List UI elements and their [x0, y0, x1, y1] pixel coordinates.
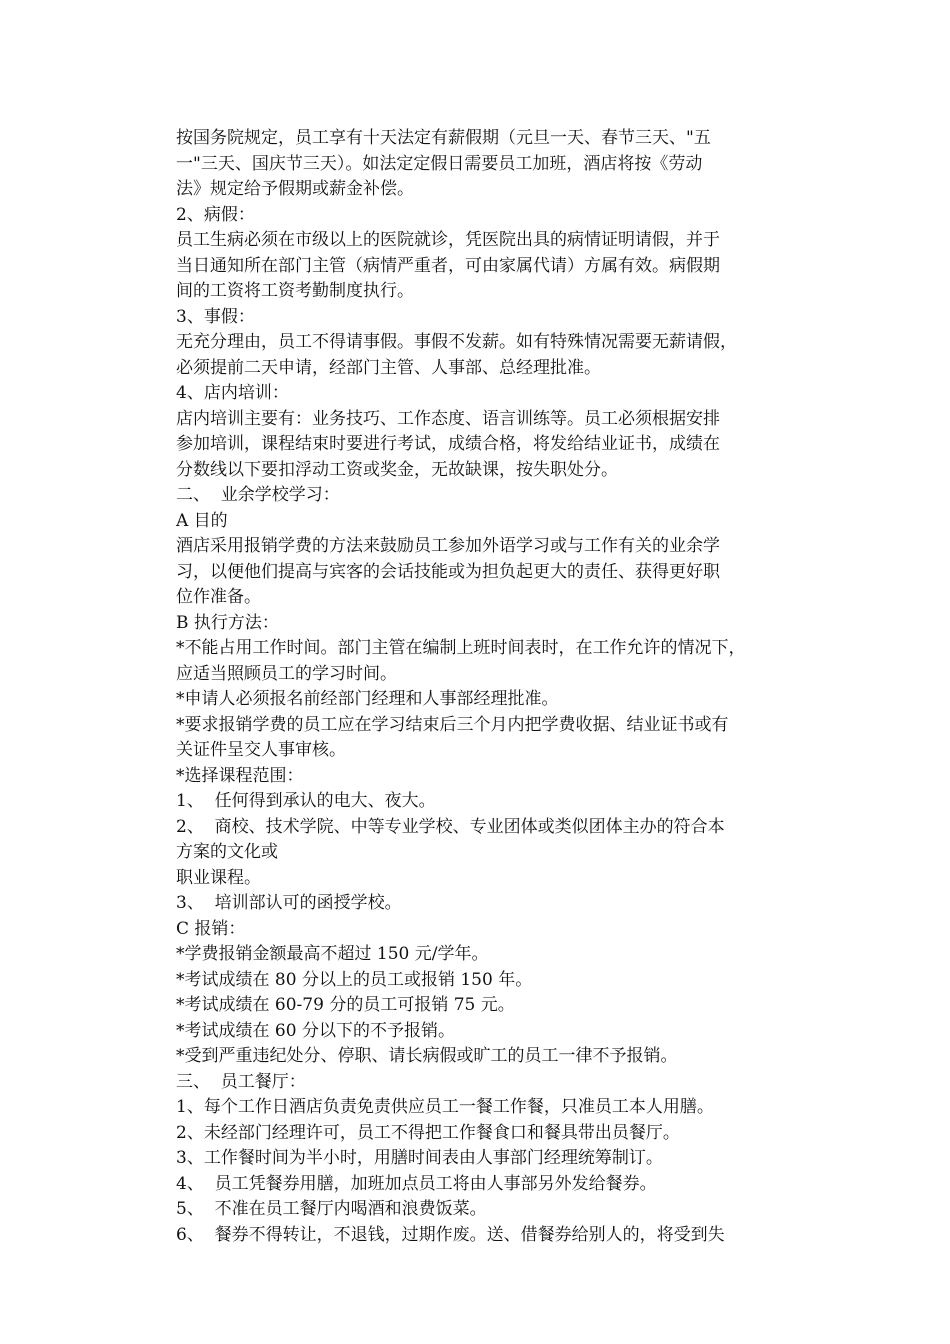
- text-line: 6、 餐券不得转让，不退钱，过期作废。送、借餐券给别人的，将受到失: [176, 1224, 725, 1245]
- text-line: 3、 培训部认可的函授学校。: [176, 893, 402, 913]
- text-line: C 报销：: [176, 918, 246, 939]
- document-body: [176, 126, 816, 1248]
- text-line: 1、 任何得到承认的电大、夜大。: [176, 791, 436, 811]
- text-line: 必须提前二天申请，经部门主管、人事部、总经理批准。: [176, 357, 601, 378]
- text-line: *选择课程范围：: [176, 765, 304, 786]
- text-line: 无充分理由，员工不得请事假。事假不发薪。如有特殊情况需要无薪请假，: [176, 332, 737, 352]
- text-line: 三、 员工餐厅：: [176, 1071, 306, 1092]
- text-line: 2、未经部门经理许可，员工不得把工作餐食口和餐具带出员餐厅。: [176, 1122, 680, 1143]
- text-line: *学费报销金额最高不超过 150 元/学年。: [176, 944, 489, 964]
- text-line: 员工生病必须在市级以上的医院就诊，凭医院出具的病情证明请假，并于: [176, 230, 720, 250]
- text-line: 应适当照顾员工的学习时间。: [176, 663, 397, 684]
- text-line: 4、店内培训：: [176, 383, 289, 403]
- text-line: *不能占用工作时间。部门主管在编制上班时间表时，在工作允许的情况下，: [176, 638, 746, 658]
- text-line: 间的工资将工资考勤制度执行。: [176, 281, 414, 301]
- text-line: 分数线以下要扣浮动工资或奖金，无故缺课，按失职处分。: [176, 459, 618, 480]
- text-line: 3、工作餐时间为半小时，用膳时间表由人事部门经理统筹制订。: [176, 1148, 663, 1168]
- text-line: B 执行方法：: [176, 612, 279, 633]
- text-line: 店内培训主要有：业务技巧、工作态度、语言训练等。员工必须根据安排: [176, 408, 720, 429]
- text-line: 1、每个工作日酒店负责免责供应员工一餐工作餐，只准员工本人用膳。: [176, 1097, 714, 1117]
- text-line: 2、 商校、技术学院、中等专业学校、专业团体或类似团体主办的符合本: [176, 816, 725, 837]
- text-line: *考试成绩在 80 分以上的员工或报销 150 年。: [176, 969, 533, 990]
- text-line: 按国务院规定，员工享有十天法定有薪假期（元旦一天、春节三天、"五: [176, 128, 711, 148]
- text-line: 酒店采用报销学费的方法来鼓励员工参加外语学习或与工作有关的业余学: [176, 536, 720, 556]
- text-line: 法》规定给予假期或薪金补偿。: [176, 179, 414, 199]
- text-line: 当日通知所在部门主管（病情严重者，可由家属代请）方属有效。病假期: [176, 255, 720, 276]
- text-line: 方案的文化或: [176, 842, 278, 862]
- text-line: 习，以便他们提高与宾客的会话技能或为担负起更大的责任、获得更好职: [176, 561, 720, 582]
- text-line: 二、 业余学校学习：: [176, 485, 340, 505]
- text-line: A 目的: [176, 510, 228, 531]
- text-line: 参加培训，课程结束时要进行考试，成绩合格，将发给结业证书，成绩在: [176, 434, 720, 454]
- text-line: *申请人必须报名前经部门经理和人事部经理批准。: [176, 689, 559, 709]
- text-line: *要求报销学费的员工应在学习结束后三个月内把学费收据、结业证书或有: [176, 714, 729, 735]
- text-line: 3、事假：: [176, 306, 255, 327]
- text-line: 职业课程。: [176, 867, 261, 888]
- text-line: *考试成绩在 60 分以下的不予报销。: [176, 1020, 455, 1041]
- text-line: 4、 员工凭餐券用膳，加班加点员工将由人事部另外发给餐券。: [176, 1173, 657, 1194]
- text-line: 位作准备。: [176, 587, 261, 607]
- text-line: *考试成绩在 60-79 分的员工可报销 75 元。: [176, 995, 515, 1015]
- text-line: 一"三天、国庆节三天）。如法定定假日需要员工加班，酒店将按《劳动: [176, 153, 703, 174]
- text-line: 2、病假：: [176, 204, 255, 225]
- text-line: 关证件呈交人事审核。: [176, 740, 346, 760]
- text-line: 5、 不准在员工餐厅内喝酒和浪费饭菜。: [176, 1199, 487, 1219]
- text-line: *受到严重违纪处分、停职、请长病假或旷工的员工一律不予报销。: [176, 1046, 678, 1066]
